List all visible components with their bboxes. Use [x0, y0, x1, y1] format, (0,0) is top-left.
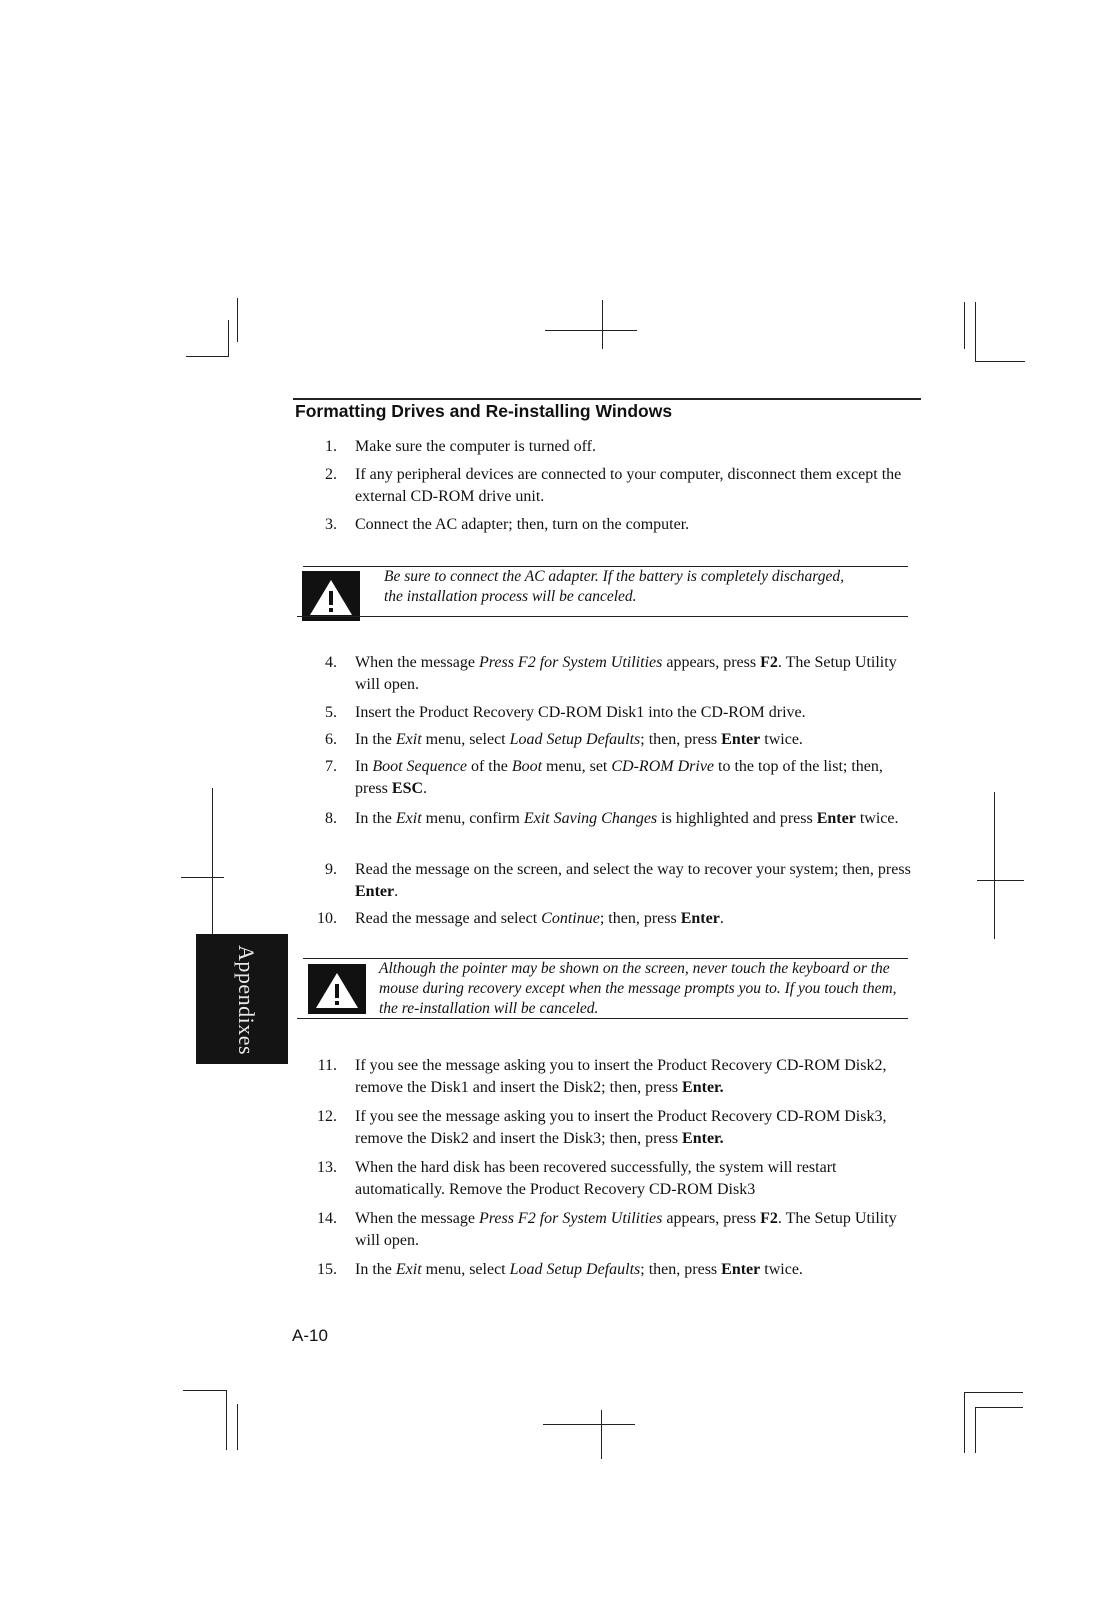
step-text: In the Exit menu, select Load Setup Defaults; then, press Enter twice. — [355, 731, 803, 748]
step-text: Read the message on the screen, and select the way to recover your system; then, press Enter. — [355, 861, 911, 900]
step-text: If you see the message asking you to insert the Product Recovery CD-ROM Disk3, remove the Disk2 and insert the Disk3; then, press Enter. — [355, 1108, 887, 1147]
step-number: 8. — [325, 810, 337, 827]
step-number: 10. — [317, 910, 337, 927]
step-text: If any peripheral devices are connected to your computer, disconnect them except the external CD-ROM drive unit. — [355, 466, 902, 505]
step-number: 6. — [325, 731, 337, 748]
step-number: 7. — [325, 758, 337, 775]
step-number: 1. — [325, 438, 337, 455]
side-tab-label: Appendixes — [234, 944, 259, 1056]
step-text: If you see the message asking you to insert the Product Recovery CD-ROM Disk2, remove the Disk1 and insert the Disk2; then, press Enter. — [355, 1057, 887, 1096]
step-number: 4. — [325, 654, 337, 671]
step-text: When the hard disk has been recovered successfully, the system will restart automatically. Remove the Product Recovery CD-ROM Disk3 — [355, 1159, 837, 1198]
caution-text: Although the pointer may be shown on the screen, never touch the keyboard or the mouse during recovery except when the message prompts you to. If you touch them, the re-installation will be canceled. — [379, 960, 897, 1017]
step-number: 12. — [317, 1108, 337, 1125]
step-number: 11. — [317, 1057, 337, 1074]
step-text: Insert the Product Recovery CD-ROM Disk1 into the CD-ROM drive. — [355, 704, 806, 721]
heading-rule — [293, 398, 921, 400]
section-title: Formatting Drives and Re-installing Windows — [295, 401, 673, 421]
step-number: 9. — [325, 861, 337, 878]
step-text: Connect the AC adapter; then, turn on the computer. — [355, 516, 690, 533]
step-number: 5. — [325, 704, 337, 721]
caution-bottom-rule — [297, 616, 908, 617]
page-number: A-10 — [292, 1326, 328, 1345]
caution-bottom-rule — [297, 1018, 908, 1019]
step-number: 14. — [317, 1210, 337, 1227]
warning-triangle-icon — [308, 964, 366, 1014]
step-text: Read the message and select Continue; then, press Enter. — [355, 910, 724, 927]
step-text: In the Exit menu, select Load Setup Defaults; then, press Enter twice. — [355, 1261, 803, 1278]
step-text: In the Exit menu, confirm Exit Saving Changes is highlighted and press Enter twice. — [355, 810, 899, 827]
step-number: 2. — [325, 466, 337, 483]
caution-text: Be sure to connect the AC adapter. If the battery is completely discharged, the installation process will be canceled. — [384, 568, 845, 605]
step-text: Make sure the computer is turned off. — [355, 438, 596, 455]
step-text: When the message Press F2 for System Utilities appears, press F2. The Setup Utility will open. — [355, 654, 897, 693]
warning-triangle-icon — [302, 571, 360, 621]
step-number: 3. — [325, 516, 337, 533]
step-number: 15. — [317, 1261, 337, 1278]
step-number: 13. — [317, 1159, 337, 1176]
step-text: In Boot Sequence of the Boot menu, set CD-ROM Drive to the top of the list; then, press ESC. — [355, 758, 883, 797]
step-text: When the message Press F2 for System Utilities appears, press F2. The Setup Utility will open. — [355, 1210, 897, 1249]
